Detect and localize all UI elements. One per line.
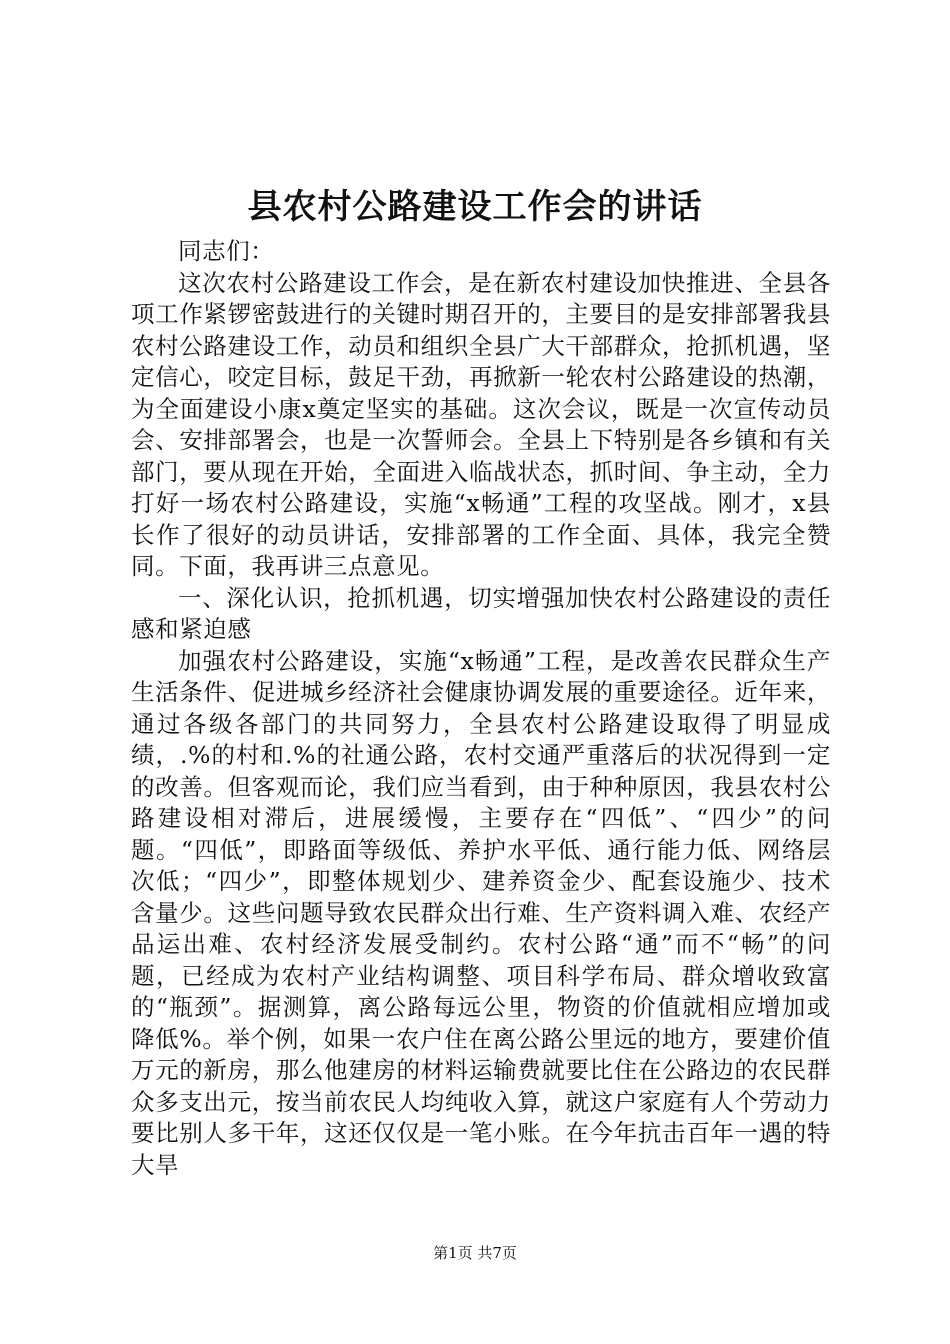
- paragraph-intro: 这次农村公路建设工作会，是在新农村建设加快推进、全县各项工作紧锣密鼓进行的关键时期召开的，主要目的是安排部署我县农村公路建设工作，动员和组织全县广大干部群众，抢抓机遇，坚定信心，咬定目标，鼓足干劲，再掀新一轮农村公路建设的热潮，为全面建设小康x奠定坚实的基础。这次会议，既是一次宣传动员会、安排部署会，也是一次誓师会。全县上下特别是各乡镇和有关部门，要从现在开始，全面进入临战状态，抓时间、争主动，全力打好一场农村公路建设，实施“x畅通”工程的攻坚战。刚才，x县长作了很好的动员讲话，安排部署的工作全面、具体，我完全赞同。下面，我再讲三点意见。: [131, 268, 831, 580]
- document-title: 县农村公路建设工作会的讲话: [247, 187, 703, 227]
- salutation: 同志们：: [178, 237, 275, 265]
- paragraph-section-1: 加强农村公路建设，实施“x畅通”工程，是改善农民群众生产生活条件、促进城乡经济社会健康协调发展的重要途径。近年来，通过各级各部门的共同努力，全县农村公路建设取得了明显成绩，.%的村和.%的社通公路，农村交通严重落后的状况得到一定的改善。但客观而论，我们应当看到，由于种种原因，我县农村公路建设相对滞后，进展缓慢，主要存在“四低”、“四少”的问题。“四低”，即路面等级低、养护水平低、通行能力低、网络层次低；“四少”，即整体规划少、建养资金少、配套设施少、技术含量少。这些问题导致农民群众出行难、生产资料调入难、农经产品运出难、农村经济发展受制约。农村公路“通”而不“畅”的问题，已经成为农村产业结构调整、项目科学布局、群众增收致富的“瓶颈”。据测算，离公路每远公里，物资的价值就相应增加或降低%。举个例，如果一农户住在离公路公里远的地方，要建价值万元的新房，那么他建房的材料运输费就要比住在公路边的农民群众多支出元，按当前农民人均纯收入算，就这户家庭有人个劳动力要比别人多干年，这还仅仅是一笔小账。在今年抗击百年一遇的特大旱: [131, 646, 831, 1179]
- document-body: [131, 236, 831, 1181]
- page-number: 第1页 共7页: [433, 1244, 517, 1262]
- section-heading-1: 一、深化认识，抢抓机遇，切实增强加快农村公路建设的责任感和紧迫感: [131, 583, 831, 643]
